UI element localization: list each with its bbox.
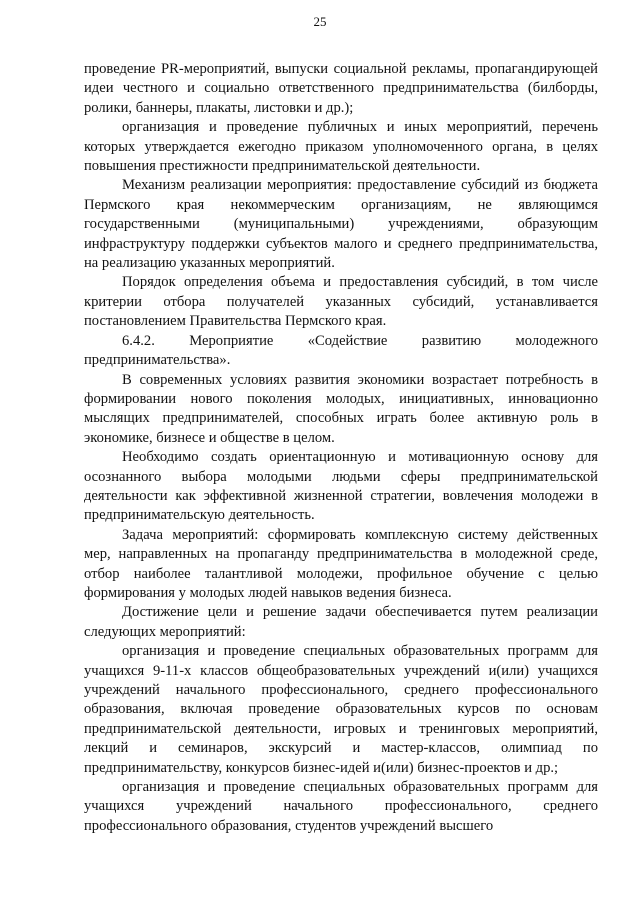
paragraph-subsidy-procedure: Порядок определения объема и предоставления субсидий, в том числе критерии отбора получателей указанных субсидий, устанавливается постановлением Правительства Пермского края. [84, 274, 598, 330]
paragraph-pr-events: проведение PR-мероприятий, выпуски социальной рекламы, пропагандирующей идеи честного и социально ответственного предпринимательства (билборды, ролики, баннеры, плакаты, листовки и др.); [84, 61, 598, 116]
section-heading-6-4-2: 6.4.2. Мероприятие «Содействие развитию молодежного предпринимательства». [84, 332, 598, 369]
paragraph-mechanism: Механизм реализации мероприятия: предоставление субсидий из бюджета Пермского края некоммерческим организациям, не являющимся государственными (муниципальными) учреждениями, образующим инфраструктуру поддержки субъектов малого и среднего предпринимательства, на реализацию указанных мероприятий. [84, 177, 598, 272]
paragraph-task: Задача мероприятий: сформировать комплексную систему действенных мер, направленных на пропаганду предпринимательства в молодежной среде, отбор наиболее талантливой молодежи, профильное обучение с целью формирования у молодых людей навыков ведения бизнеса. [84, 526, 598, 601]
document-body [84, 60, 598, 836]
paragraph-orientation-basis: Необходимо создать ориентационную и мотивационную основу для осознанного выбора молодыми людьми сферы предпринимательской деятельности как эффективной жизненной стратегии, вовлечения молодежи в предпринимательскую деятельность. [84, 449, 598, 524]
paragraph-goal-achievement: Достижение цели и решение задачи обеспечивается путем реализации следующих мероприятий: [84, 604, 598, 640]
paragraph-modern-conditions: В современных условиях развития экономики возрастает потребность в формировании нового поколения молодых, инициативных, инновационно мыслящих предпринимателей, способных играть более активную роль в экономике, бизнесе и обществе в целом. [84, 371, 598, 446]
page-number: 25 [313, 14, 327, 29]
paragraph-student-programs: организация и проведение специальных образовательных программ для учащихся учреждений начального профессионального, среднего профессионального образования, студентов учреждений высшего [84, 779, 598, 834]
paragraph-school-programs: организация и проведение специальных образовательных программ для учащихся 9-11-х классов общеобразовательных учреждений и(или) учащихся учреждений начального профессионального, среднего профессионального образования, включая проведение образовательных курсов по основам предпринимательской деятельности, игровых и тренинговых мероприятий, лекций и семинаров, экскурсий и мастер-классов, олимпиад по предпринимательству, конкурсов бизнес-идей и(или) бизнес-проектов и др.; [84, 643, 598, 776]
paragraph-public-events: организация и проведение публичных и иных мероприятий, перечень которых утверждается ежегодно приказом уполномоченного органа, в целях повышения престижности предпринимательской деятельности. [84, 119, 598, 175]
